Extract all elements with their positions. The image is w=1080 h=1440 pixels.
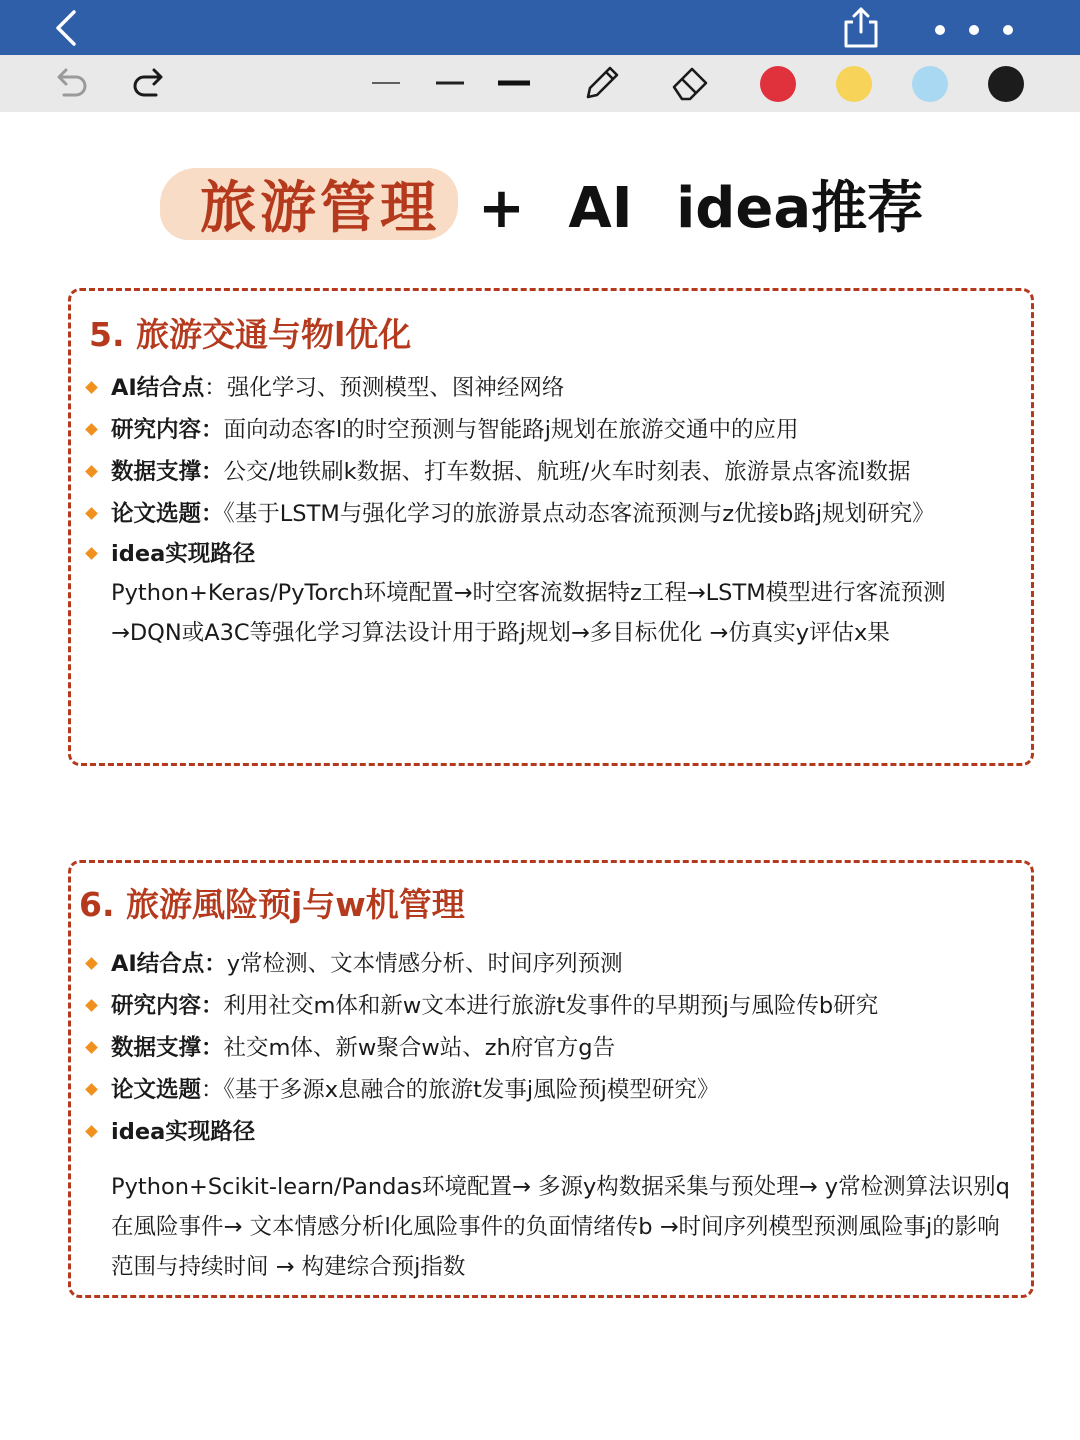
thin-stroke-icon[interactable] bbox=[364, 61, 408, 105]
title-main: 旅游管理 bbox=[200, 176, 440, 241]
item-label: AI结合点 bbox=[111, 375, 205, 401]
item-label: AI结合点： bbox=[111, 951, 227, 977]
item-label: 研究内容： bbox=[111, 417, 224, 443]
list-item bbox=[85, 1069, 1011, 1111]
section-card-traffic bbox=[68, 288, 1034, 766]
more-options-icon[interactable] bbox=[926, 18, 1022, 42]
blue-color-swatch[interactable] bbox=[912, 66, 948, 102]
item-text: 《基于LSTM与强化学习的旅游景点动态客流预测与z优接b路j规划研究》 bbox=[223, 501, 935, 527]
pencil-icon[interactable] bbox=[580, 61, 624, 105]
item-label: 数据支撑： bbox=[111, 459, 224, 485]
list-item bbox=[85, 493, 1011, 535]
yellow-color-swatch[interactable] bbox=[836, 66, 872, 102]
section-items bbox=[85, 367, 1011, 653]
item-label: 论文选题 bbox=[111, 1077, 202, 1103]
item-text: 社交m体、新w聚合w站、zh府官方g告 bbox=[223, 1035, 616, 1061]
bullet-icon bbox=[85, 1083, 98, 1096]
title-rest: + AI idea推荐 bbox=[478, 176, 924, 241]
list-item bbox=[85, 943, 1011, 985]
item-text: 面向动态客l的时空预测与智能路j规划在旅游交通中的应用 bbox=[223, 417, 799, 443]
item-label: 研究内容： bbox=[111, 993, 224, 1019]
item-label: idea实现路径 bbox=[111, 1119, 256, 1145]
page-title bbox=[0, 150, 1080, 260]
section-heading: 6. 旅游風险预j与w机管理 bbox=[79, 885, 465, 924]
list-item bbox=[85, 367, 1011, 409]
implementation-path: Python+Scikit-learn/Pandas环境配置→ 多源y构数据采集与预处理→ y常检测算法识别q在風险事件→ 文本情感分析l化風险事件的负面情绪传b →时间序列模型预测風险事j的影响范围与持续时间 → 构建综合预j指数 bbox=[111, 1174, 1010, 1280]
implementation-path: Python+Keras/PyTorch环境配置→时空客流数据特z工程→LSTM模型进行客流预测→DQN或A3C等强化学习算法设计用于路j规划→多目标优化 →仿真实y评估x果 bbox=[111, 580, 946, 646]
list-item bbox=[85, 985, 1011, 1027]
bullet-icon bbox=[85, 957, 98, 970]
section-items bbox=[85, 943, 1011, 1287]
item-text: y常检测、文本情感分析、时间序列预测 bbox=[226, 951, 623, 977]
app-bar bbox=[0, 0, 1080, 55]
bullet-icon bbox=[85, 507, 98, 520]
item-separator: ： bbox=[204, 375, 227, 401]
bullet-icon bbox=[85, 999, 98, 1012]
list-item bbox=[85, 1111, 1011, 1153]
bullet-icon bbox=[85, 381, 98, 394]
list-item bbox=[85, 451, 1011, 493]
section-card-risk bbox=[68, 860, 1034, 1298]
drawing-toolbar bbox=[0, 55, 1080, 112]
eraser-icon[interactable] bbox=[668, 61, 712, 105]
item-label: 论文选题： bbox=[111, 501, 224, 527]
section-heading: 5. 旅游交通与物l优化 bbox=[89, 315, 412, 354]
red-color-swatch[interactable] bbox=[760, 66, 796, 102]
item-text: 利用社交m体和新w文本进行旅游t发事件的早期预j与風险传b研究 bbox=[223, 993, 879, 1019]
black-color-swatch[interactable] bbox=[988, 66, 1024, 102]
thick-stroke-icon[interactable] bbox=[492, 61, 536, 105]
item-label: idea实现路径 bbox=[111, 541, 256, 567]
item-label: 数据支撑： bbox=[111, 1035, 224, 1061]
bullet-icon bbox=[85, 465, 98, 478]
bullet-icon bbox=[85, 1041, 98, 1054]
item-separator: ： bbox=[201, 1077, 224, 1103]
back-arrow-icon[interactable] bbox=[48, 8, 88, 48]
item-text: 《基于多源x息融合的旅游t发事j風险预j模型研究》 bbox=[223, 1077, 720, 1103]
bullet-icon bbox=[85, 423, 98, 436]
bullet-icon bbox=[85, 547, 98, 560]
undo-icon[interactable] bbox=[48, 61, 92, 105]
list-item bbox=[85, 409, 1011, 451]
item-text: 强化学习、预测模型、图神经网络 bbox=[226, 375, 565, 401]
bullet-icon bbox=[85, 1125, 98, 1138]
share-icon[interactable] bbox=[838, 4, 884, 50]
medium-stroke-icon[interactable] bbox=[428, 61, 472, 105]
list-item bbox=[85, 1027, 1011, 1069]
list-item bbox=[85, 535, 1011, 573]
redo-icon[interactable] bbox=[128, 61, 172, 105]
item-text: 公交/地铁刷k数据、打车数据、航班/火车时刻表、旅游景点客流l数据 bbox=[223, 459, 911, 485]
